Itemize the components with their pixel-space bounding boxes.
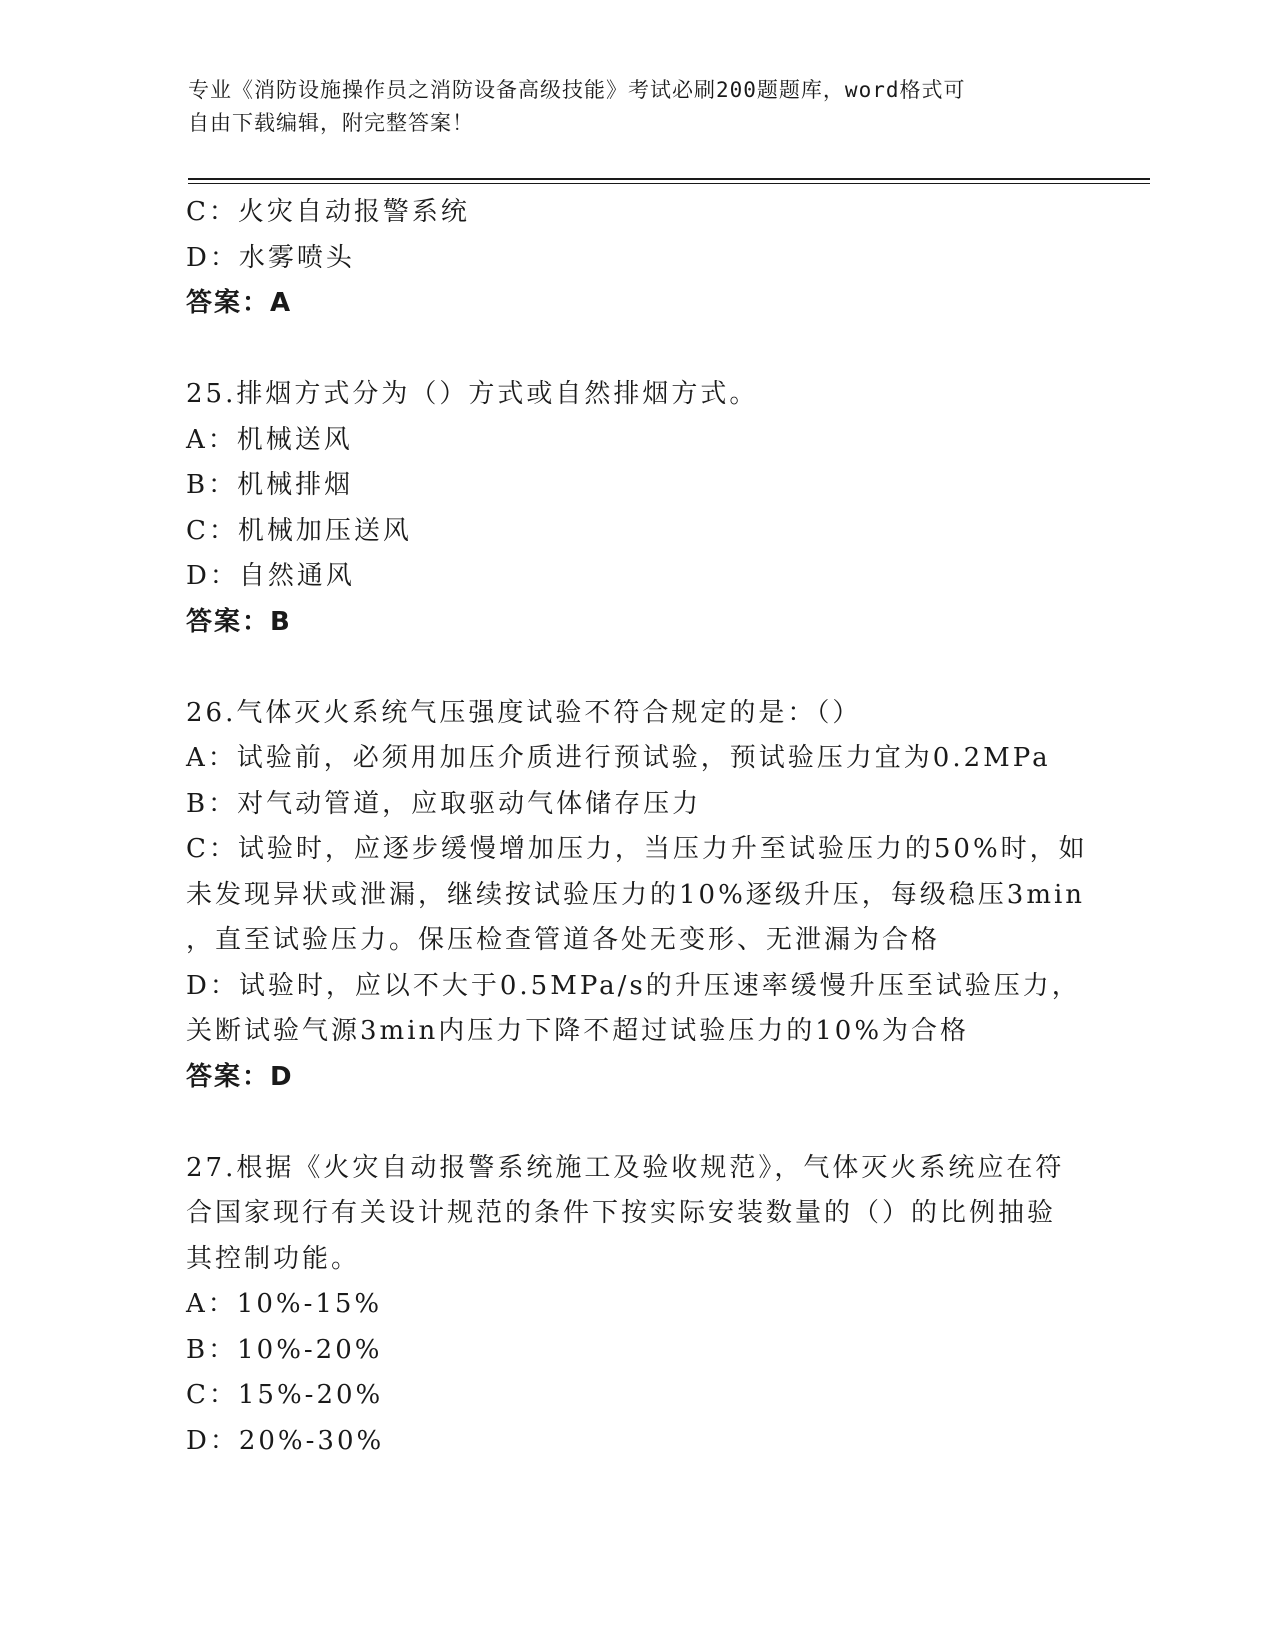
q27-question-line-3: 其控制功能。 <box>186 1243 361 1274</box>
q25-option-d: D：自然通风 <box>186 561 355 591</box>
q25-option-c: C：机械加压送风 <box>186 515 412 546</box>
q27-question-line-1: 27.根据《火灾自动报警系统施工及验收规范》，气体灭火系统应在符 <box>186 1152 1065 1183</box>
q26-option-d-line-1: D：试验时，应以不大于0.5MPa/s的升压速率缓慢升压至试验压力， <box>186 970 1081 1001</box>
q27-question-line-2: 合国家现行有关设计规范的条件下按实际安装数量的（）的比例抽验 <box>186 1198 1057 1228</box>
document-header <box>188 74 1088 140</box>
q25-option-a: A：机械送风 <box>186 424 353 455</box>
spacer <box>186 327 1086 373</box>
q26-answer: 答案：D <box>186 1061 294 1092</box>
q26-question: 26.气体灭火系统气压强度试验不符合规定的是：（） <box>186 697 862 728</box>
spacer <box>186 645 1086 691</box>
q24-option-c: C：火灾自动报警系统 <box>186 197 470 227</box>
q26-option-c-line-3: ，直至试验压力。保压检查管道各处无变形、无泄漏为合格 <box>186 925 941 955</box>
q24-option-d: D：水雾喷头 <box>186 242 355 273</box>
q26-option-a: A：试验前，必须用加压介质进行预试验，预试验压力宜为0.2MPa <box>186 743 1051 773</box>
q27-option-c: C：15%-20% <box>186 1380 384 1410</box>
q26-option-c-line-1: C：试验时，应逐步缓慢增加压力，当压力升至试验压力的50%时，如 <box>186 834 1088 864</box>
header-line-2: 自由下载编辑，附完整答案！ <box>188 111 474 135</box>
header-divider-thin <box>188 183 1150 184</box>
spacer <box>186 1100 1086 1146</box>
q26-option-d-line-2: 关断试验气源3min内压力下降不超过试验压力的10%为合格 <box>186 1016 970 1046</box>
header-divider-thick <box>188 178 1150 180</box>
q27-option-a: A：10%-15% <box>186 1289 383 1319</box>
q27-option-d: D：20%-30% <box>186 1425 385 1456</box>
q25-option-b: B：机械排烟 <box>186 470 354 500</box>
q26-option-b: B：对气动管道，应取驱动气体储存压力 <box>186 788 702 819</box>
q24-answer: 答案：A <box>186 288 293 318</box>
question-list <box>186 190 1086 1464</box>
q26-option-c-line-2: 未发现异状或泄漏，继续按试验压力的10%逐级升压，每级稳压3min <box>186 879 1086 910</box>
q25-answer: 答案：B <box>186 606 292 637</box>
q25-question: 25.排烟方式分为（）方式或自然排烟方式。 <box>186 379 759 409</box>
header-line-1: 专业《消防设施操作员之消防设备高级技能》考试必刷200题题库，word格式可 <box>188 78 966 102</box>
q27-option-b: B：10%-20% <box>186 1334 383 1365</box>
